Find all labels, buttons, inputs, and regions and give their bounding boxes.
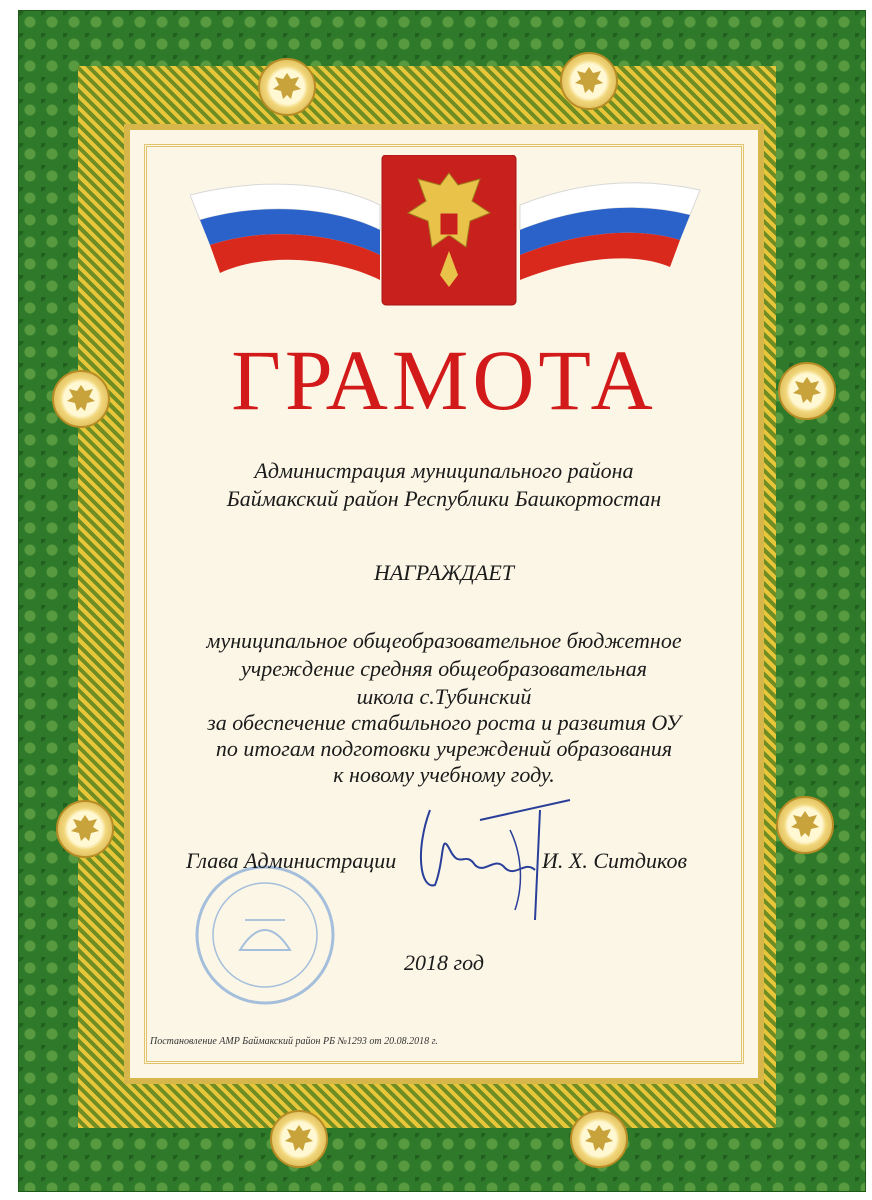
eagle-medallion-icon	[570, 1110, 628, 1168]
eagle-medallion-icon	[56, 800, 114, 858]
signature-row	[124, 848, 764, 888]
signer-title: Глава Администрации	[186, 848, 397, 873]
issuer-line-1: Администрация муниципального района	[254, 458, 634, 483]
body-line: за обеспечение стабильного роста и развития ОУ	[207, 710, 681, 735]
certificate-title: ГРАМОТА	[231, 332, 657, 428]
signer-name: И. Х. Ситдиков	[542, 848, 688, 873]
body-line: учреждение средняя общеобразовательная	[241, 656, 647, 681]
body-line: по итогам подготовки учреждений образования	[215, 736, 673, 761]
award-action: НАГРАЖДАЕТ	[373, 560, 515, 585]
body-line: к новому учебному году.	[333, 762, 555, 787]
eagle-medallion-icon	[52, 370, 110, 428]
certificate-year: 2018 год	[404, 950, 484, 975]
body-line: муниципальное общеобразовательное бюджетное	[206, 628, 682, 653]
eagle-medallion-icon	[560, 52, 618, 110]
eagle-medallion-icon	[776, 796, 834, 854]
decree-footnote: Постановление АМР Баймакский район РБ №1293 от 20.08.2018 г.	[150, 1036, 438, 1047]
flag-banner-with-emblem-icon	[190, 155, 710, 325]
eagle-medallion-icon	[270, 1110, 328, 1168]
issuer-line-2: Баймакский район Республики Башкортостан	[226, 486, 662, 511]
eagle-medallion-icon	[258, 58, 316, 116]
body-line: школа с.Тубинский	[356, 684, 532, 709]
eagle-medallion-icon	[778, 362, 836, 420]
